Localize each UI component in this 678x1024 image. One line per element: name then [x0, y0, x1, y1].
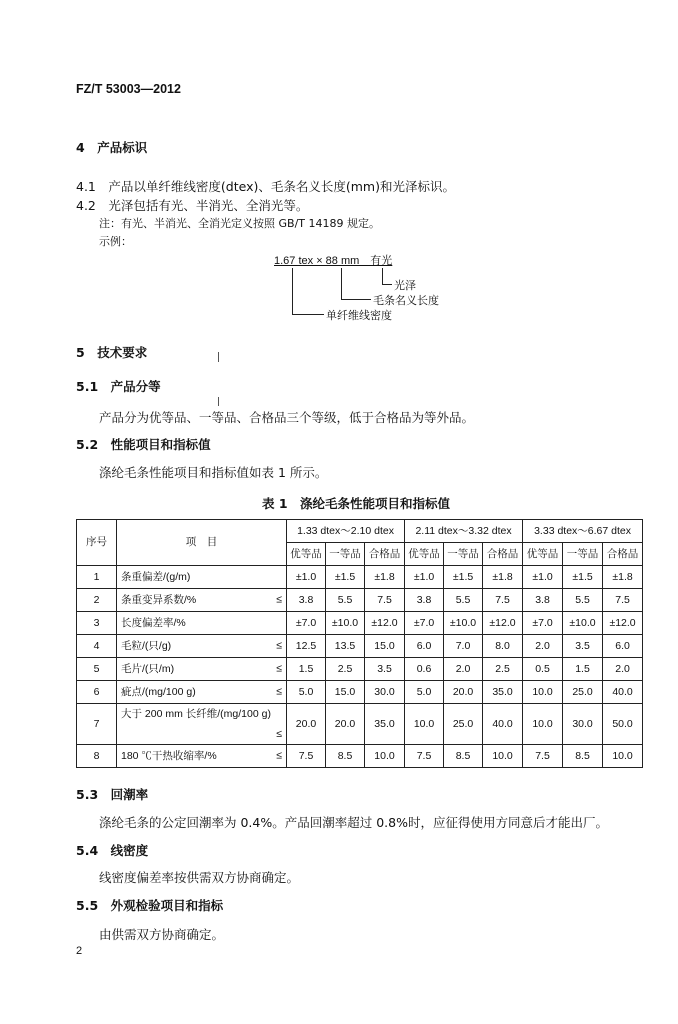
row-number: 7: [77, 704, 117, 745]
note: 注：有光、半消光、全消光定义按照 GB/T 14189 规定。: [99, 217, 380, 230]
clause-5-2-text: 涤纶毛条性能项目和指标值如表 1 所示。: [99, 465, 328, 480]
table-row: [77, 745, 643, 768]
scan-mark: [218, 352, 219, 362]
leader-line-length: [341, 268, 342, 299]
value-cell: 7.5: [483, 589, 523, 612]
row-number: 4: [77, 635, 117, 658]
row-number: 3: [77, 612, 117, 635]
value-cell: ±10.0: [444, 612, 483, 635]
value-cell: ±7.0: [405, 612, 444, 635]
row-item: [117, 566, 287, 589]
performance-table: [76, 519, 643, 768]
value-cell: ±1.8: [365, 566, 405, 589]
value-cell: 35.0: [365, 704, 405, 745]
value-cell: 10.0: [483, 745, 523, 768]
value-cell: 30.0: [563, 704, 603, 745]
value-cell: 6.0: [603, 635, 643, 658]
value-cell: 10.0: [523, 681, 563, 704]
row-item: [117, 704, 287, 745]
value-cell: 7.5: [405, 745, 444, 768]
value-cell: 20.0: [287, 704, 326, 745]
table-row: [77, 612, 643, 635]
value-cell: 8.5: [444, 745, 483, 768]
standard-code: FZ/T 53003—2012: [76, 82, 181, 96]
value-cell: ±1.0: [405, 566, 444, 589]
row-item-label: 条重偏差/(g/m): [121, 570, 191, 583]
scan-mark: [218, 397, 219, 406]
table-row: [77, 658, 643, 681]
leader-h-length: [341, 299, 371, 300]
row-item: [117, 635, 287, 658]
value-cell: 7.5: [523, 745, 563, 768]
value-cell: 10.0: [365, 745, 405, 768]
clause-5-4-text: 线密度偏差率按供需双方协商确定。: [99, 870, 300, 885]
row-item-label: 180 ℃干热收缩率/%: [121, 749, 217, 762]
value-cell: 25.0: [563, 681, 603, 704]
group-header: 1.33 dtex～2.10 dtex: [287, 520, 405, 543]
value-cell: 3.5: [365, 658, 405, 681]
value-cell: 5.5: [326, 589, 365, 612]
row-item-label: 大于 200 mm 长纤维/(mg/100 g): [121, 708, 271, 720]
value-cell: 5.5: [563, 589, 603, 612]
group-header: 2.11 dtex～3.32 dtex: [405, 520, 523, 543]
value-cell: 6.0: [405, 635, 444, 658]
value-cell: 10.0: [603, 745, 643, 768]
value-cell: 0.6: [405, 658, 444, 681]
value-cell: 20.0: [326, 704, 365, 745]
table-row: [77, 566, 643, 589]
clause-5-3-text: 涤纶毛条的公定回潮率为 0.4%。产品回潮率超过 0.8%时，应征得使用方同意后才能出厂。: [99, 815, 608, 830]
section-4-heading: 4 产品标识: [76, 140, 148, 155]
value-cell: 5.5: [444, 589, 483, 612]
value-cell: 50.0: [603, 704, 643, 745]
row-limit-sign: ≤: [276, 685, 282, 698]
value-cell: ±1.0: [523, 566, 563, 589]
clause-5-5-text: 由供需双方协商确定。: [99, 927, 225, 942]
value-cell: ±1.8: [603, 566, 643, 589]
row-item: [117, 681, 287, 704]
grade-header: 一等品: [444, 543, 483, 566]
table-row: [77, 704, 643, 745]
label-length: 毛条名义长度: [373, 294, 439, 307]
value-cell: 40.0: [603, 681, 643, 704]
clause-4-1: 4.1 产品以单纤维线密度(dtex)、毛条名义长度(mm)和光泽标识。: [76, 179, 455, 194]
row-item: [117, 658, 287, 681]
row-limit-sign: ≤: [276, 662, 282, 675]
grade-header: 合格品: [483, 543, 523, 566]
table-row: [77, 589, 643, 612]
value-cell: 1.5: [563, 658, 603, 681]
value-cell: 5.0: [405, 681, 444, 704]
value-cell: 1.5: [287, 658, 326, 681]
value-cell: 0.5: [523, 658, 563, 681]
value-cell: 15.0: [326, 681, 365, 704]
value-cell: ±7.0: [523, 612, 563, 635]
value-cell: 7.5: [365, 589, 405, 612]
row-item-label: 毛片/(只/m): [121, 662, 175, 675]
row-item-label: 毛粒/(只/g): [121, 639, 172, 652]
value-cell: 2.0: [523, 635, 563, 658]
col-no-header: 序号: [77, 520, 117, 566]
value-cell: 2.5: [483, 658, 523, 681]
row-number: 1: [77, 566, 117, 589]
leader-h-density: [292, 314, 324, 315]
value-cell: 8.0: [483, 635, 523, 658]
row-item: [117, 612, 287, 635]
row-item: [117, 589, 287, 612]
group-header: 3.33 dtex～6.67 dtex: [523, 520, 643, 543]
value-cell: 3.5: [563, 635, 603, 658]
page-number: 2: [76, 945, 83, 957]
row-item: [117, 745, 287, 768]
value-cell: ±1.8: [483, 566, 523, 589]
row-number: 5: [77, 658, 117, 681]
clause-5-3-heading: 5.3 回潮率: [76, 787, 149, 802]
value-cell: 2.5: [326, 658, 365, 681]
table-row: [77, 635, 643, 658]
grade-header: 优等品: [523, 543, 563, 566]
value-cell: 7.0: [444, 635, 483, 658]
clause-5-1-heading: 5.1 产品分等: [76, 379, 161, 394]
value-cell: 2.0: [603, 658, 643, 681]
value-cell: 25.0: [444, 704, 483, 745]
label-density: 单纤维线密度: [326, 309, 392, 322]
value-cell: ±1.0: [287, 566, 326, 589]
row-limit-sign: ≤: [276, 728, 282, 740]
value-cell: 7.5: [287, 745, 326, 768]
row-item-label: 条重变异系数/%: [121, 593, 197, 606]
value-cell: 12.5: [287, 635, 326, 658]
table-row: [77, 681, 643, 704]
value-cell: ±12.0: [483, 612, 523, 635]
value-cell: 3.8: [523, 589, 563, 612]
grade-header: 优等品: [287, 543, 326, 566]
row-limit-sign: ≤: [276, 639, 282, 652]
value-cell: 8.5: [563, 745, 603, 768]
leader-h-luster: [382, 284, 392, 285]
value-cell: 3.8: [287, 589, 326, 612]
value-cell: 13.5: [326, 635, 365, 658]
leader-line-density: [292, 268, 293, 314]
value-cell: 3.8: [405, 589, 444, 612]
label-luster: 光泽: [394, 279, 416, 292]
grade-header: 一等品: [563, 543, 603, 566]
section-5-heading: 5 技术要求: [76, 345, 148, 360]
value-cell: 20.0: [444, 681, 483, 704]
row-number: 6: [77, 681, 117, 704]
row-number: 8: [77, 745, 117, 768]
value-cell: 10.0: [405, 704, 444, 745]
value-cell: 15.0: [365, 635, 405, 658]
value-cell: ±7.0: [287, 612, 326, 635]
table-header-row: [77, 520, 643, 543]
grade-header: 一等品: [326, 543, 365, 566]
table-title: 表 1 涤纶毛条性能项目和指标值: [262, 496, 451, 511]
row-limit-sign: ≤: [276, 593, 282, 606]
value-cell: ±12.0: [365, 612, 405, 635]
row-limit-sign: ≤: [276, 749, 282, 762]
value-cell: 30.0: [365, 681, 405, 704]
value-cell: ±10.0: [326, 612, 365, 635]
leader-line-luster: [382, 268, 383, 284]
clause-5-5-heading: 5.5 外观检验项目和指标: [76, 898, 224, 913]
example-code: 1.67 tex × 88 mm 有光: [274, 255, 393, 267]
value-cell: 10.0: [523, 704, 563, 745]
grade-header: 优等品: [405, 543, 444, 566]
row-item-label: 疵点/(mg/100 g): [121, 685, 196, 698]
value-cell: ±12.0: [603, 612, 643, 635]
col-item-header: 项 目: [117, 520, 287, 566]
value-cell: 8.5: [326, 745, 365, 768]
clause-5-4-heading: 5.4 线密度: [76, 843, 149, 858]
value-cell: 5.0: [287, 681, 326, 704]
example-label: 示例：: [99, 235, 132, 248]
clause-5-2-heading: 5.2 性能项目和指标值: [76, 437, 211, 452]
grade-header: 合格品: [365, 543, 405, 566]
value-cell: ±1.5: [326, 566, 365, 589]
value-cell: 35.0: [483, 681, 523, 704]
row-item-label: 长度偏差率/%: [121, 616, 186, 629]
value-cell: ±1.5: [444, 566, 483, 589]
value-cell: ±1.5: [563, 566, 603, 589]
value-cell: 2.0: [444, 658, 483, 681]
value-cell: 40.0: [483, 704, 523, 745]
value-cell: ±10.0: [563, 612, 603, 635]
clause-4-2: 4.2 光泽包括有光、半消光、全消光等。: [76, 198, 309, 213]
grade-header: 合格品: [603, 543, 643, 566]
row-number: 2: [77, 589, 117, 612]
clause-5-1-text: 产品分为优等品、一等品、合格品三个等级，低于合格品为等外品。: [99, 410, 475, 425]
value-cell: 7.5: [603, 589, 643, 612]
